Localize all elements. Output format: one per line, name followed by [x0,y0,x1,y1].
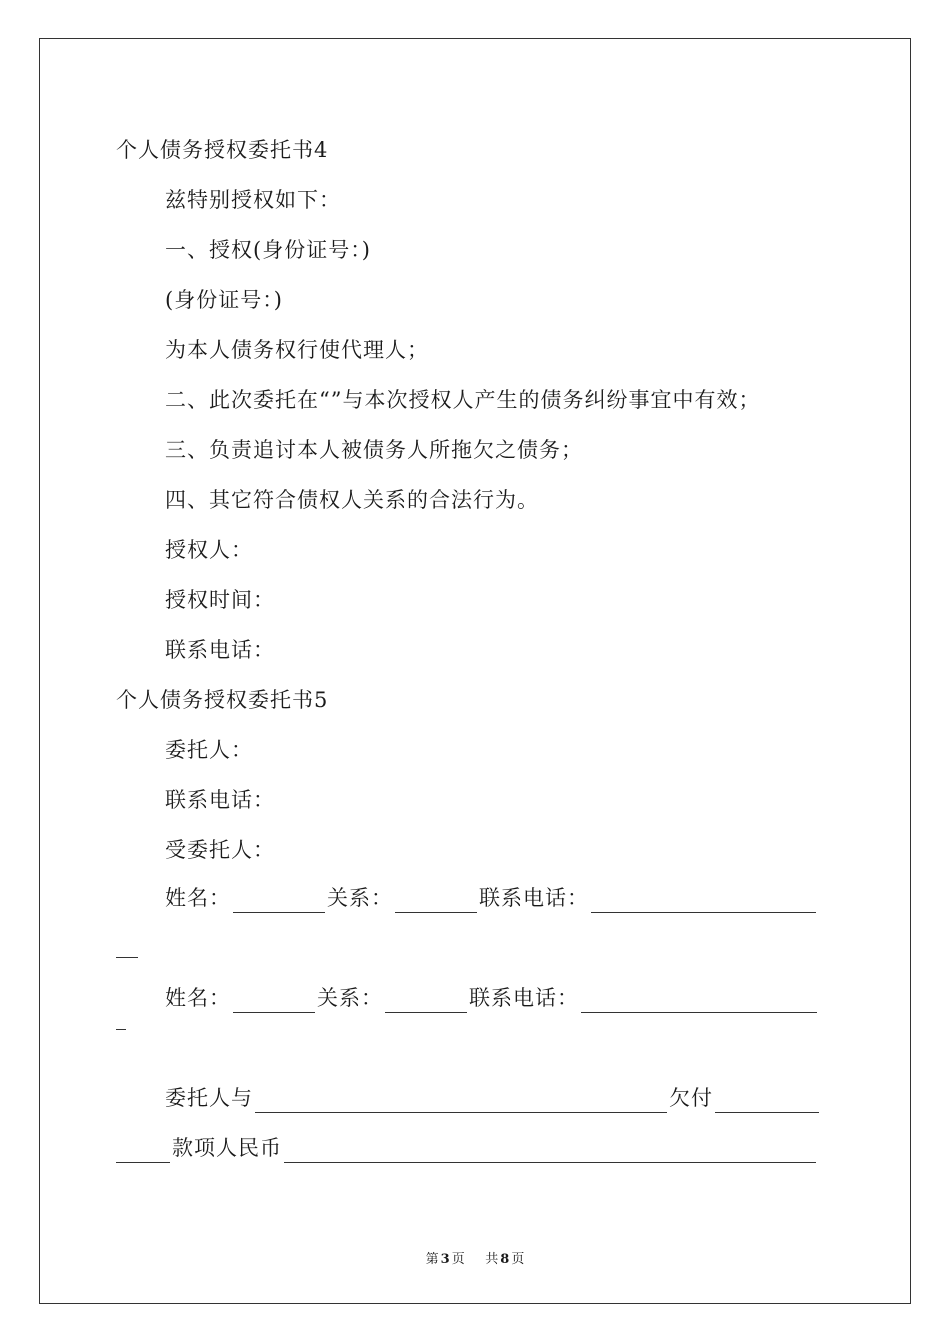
page-suffix: 页 [451,1252,465,1267]
section-4-line-7: 四、其它符合债权人关系的合法行为。 [165,488,539,512]
section-4-line-1: 兹特别授权如下： [165,188,341,212]
section-4-line-6: 三、负责追讨本人被债务人所拖欠之债务； [165,438,583,462]
phone-label: 联系电话： [469,986,579,1010]
owe-label: 欠付 [669,1086,713,1110]
section-4-title: 个人债务授权委托书4 [116,138,329,162]
relation-label: 关系： [317,986,383,1010]
total-pages: 8 [500,1252,510,1267]
total-prefix: 共 [485,1252,499,1267]
debtor-blank [255,1090,667,1113]
phone-blank [591,890,816,913]
agent-fill-row-2 [165,983,819,1013]
section-4-line-3: (身份证号：) [165,288,283,312]
phone-blank [581,990,817,1013]
name-label: 姓名： [165,986,231,1010]
debt-clause-line-2 [116,1133,818,1163]
amount-label: 款项人民币 [172,1136,282,1160]
contact-phone-label: 联系电话： [165,638,275,662]
page-border [39,38,911,1304]
authorizer-label: 授权人： [165,538,253,562]
phone-label: 联系电话： [479,886,589,910]
phone-blank-continuation [116,1028,126,1030]
owe-blank-continuation [116,1140,170,1163]
name-blank [233,990,315,1013]
relation-label: 关系： [327,886,393,910]
agent-fill-row-1 [165,883,818,913]
agent-label: 受委托人： [165,838,275,862]
principal-phone-label: 联系电话： [165,788,275,812]
name-label: 姓名： [165,886,231,910]
page-number-footer [0,1248,950,1267]
principal-label: 委托人： [165,738,253,762]
section-4-line-4: 为本人债务权行使代理人； [165,338,429,362]
section-4-line-2: 一、授权(身份证号：) [165,238,371,262]
current-page: 3 [440,1252,450,1267]
relation-blank [385,990,467,1013]
name-blank [233,890,325,913]
phone-blank-continuation [116,956,138,958]
clause-prefix: 委托人与 [165,1086,253,1110]
owe-blank [715,1090,819,1113]
page-prefix: 第 [425,1252,439,1267]
total-suffix: 页 [511,1252,525,1267]
section-5-title: 个人债务授权委托书5 [116,688,329,712]
relation-blank [395,890,477,913]
section-4-line-5: 二、此次委托在“”与本次授权人产生的债务纠纷事宜中有效； [165,388,761,412]
authorization-time-label: 授权时间： [165,588,275,612]
debt-clause-line-1 [165,1083,821,1113]
amount-blank [284,1140,816,1163]
